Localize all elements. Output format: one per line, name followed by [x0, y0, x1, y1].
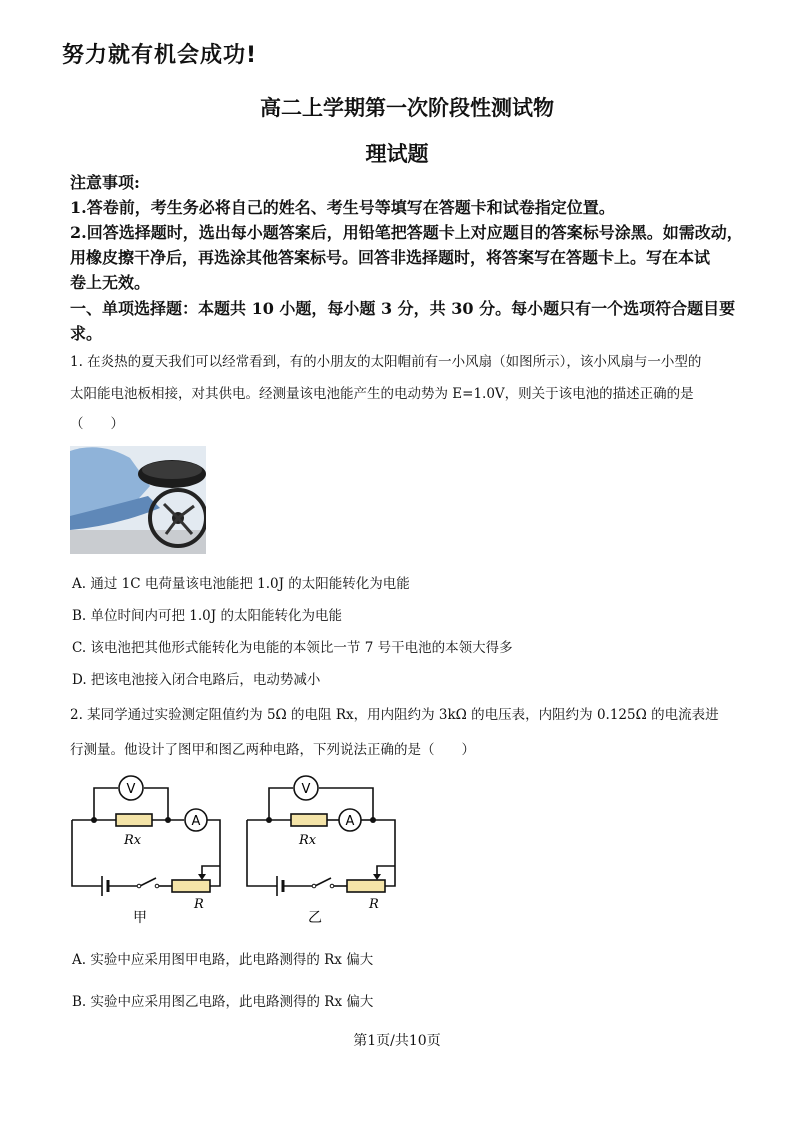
section1-heading-line2: 求。 [70, 324, 103, 343]
voltmeter-right-label: V [301, 782, 311, 797]
q1-stem-line1: 1. 在炎热的夏天我们可以经常看到，有的小朋友的太阳帽前有一小风扇（如图所示），该小风扇与一小型的 [70, 354, 702, 370]
q2-stem-line1: 2. 某同学通过实验测定阻值约为 5Ω 的电阻 Rx，用内阻约为 3kΩ 的电压表，内阻约为 0.125Ω 的电流表进 [70, 707, 719, 723]
q1-option-d: D. 把该电池接入闭合电路后，电动势减小 [72, 672, 321, 688]
notice-heading: 注意事项: [70, 173, 140, 192]
voltmeter-left-label: V [126, 782, 136, 797]
q1-option-b: B. 单位时间内可把 1.0J 的太阳能转化为电能 [72, 608, 342, 624]
q1-option-a: A. 通过 1C 电荷量该电池能把 1.0J 的太阳能转化为电能 [72, 576, 410, 592]
notice-item-2-line1: 2.回答选择题时，选出每小题答案后，用铅笔把答题卡上对应题目的答案标号涂黑。如需改动， [70, 223, 743, 242]
q2-stem-line2: 行测量。他设计了图甲和图乙两种电路，下列说法正确的是（ ） [70, 742, 475, 758]
q1-stem-line2: 太阳能电池板相接，对其供电。经测量该电池能产生的电动势为 E=1.0V，则关于该电池的描述正确的是 [70, 386, 694, 402]
notice-item-2-line2: 用橡皮擦干净后，再选涂其他答案标号。回答非选择题时，将答案写在答题卡上。写在本试 [70, 248, 711, 267]
exam-title-line1: 高二上学期第一次阶段性测试物 [260, 95, 554, 120]
circuit-diagrams [60, 768, 420, 928]
notice-item-2-line3: 卷上无效。 [70, 273, 151, 292]
ammeter-right-label: A [345, 814, 355, 829]
page-number: 第1页/共10页 [353, 1033, 441, 1049]
q2-option-a: A. 实验中应采用图甲电路，此电路测得的 Rx 偏大 [72, 952, 374, 968]
circuit-right [247, 776, 395, 896]
r-left-label: R [194, 897, 204, 912]
notice-item-1: 1.答卷前，考生务必将自己的姓名、考生号等填写在答题卡和试卷指定位置。 [70, 198, 615, 217]
solar-fan-cap-photo [70, 446, 206, 554]
q2-option-b: B. 实验中应采用图乙电路，此电路测得的 Rx 偏大 [72, 994, 374, 1010]
caption-right: 乙 [308, 910, 322, 926]
rx-left-label: Rx [124, 833, 142, 848]
circuit-left [72, 776, 220, 896]
q1-stem-line3: （ ） [70, 416, 124, 432]
section1-heading-line1: 一、单项选择题：本题共 10 小题，每小题 3 分，共 30 分。每小题只有一个选项符合题目要 [70, 299, 736, 318]
exam-title-line2: 理试题 [365, 141, 429, 166]
rx-right-label: Rx [299, 833, 317, 848]
r-right-label: R [369, 897, 379, 912]
q1-option-c: C. 该电池把其他形式能转化为电能的本领比一节 7 号干电池的本领大得多 [72, 640, 513, 656]
caption-left: 甲 [133, 910, 147, 926]
ammeter-left-label: A [191, 814, 201, 829]
slogan: 努力就有机会成功! [62, 43, 258, 68]
